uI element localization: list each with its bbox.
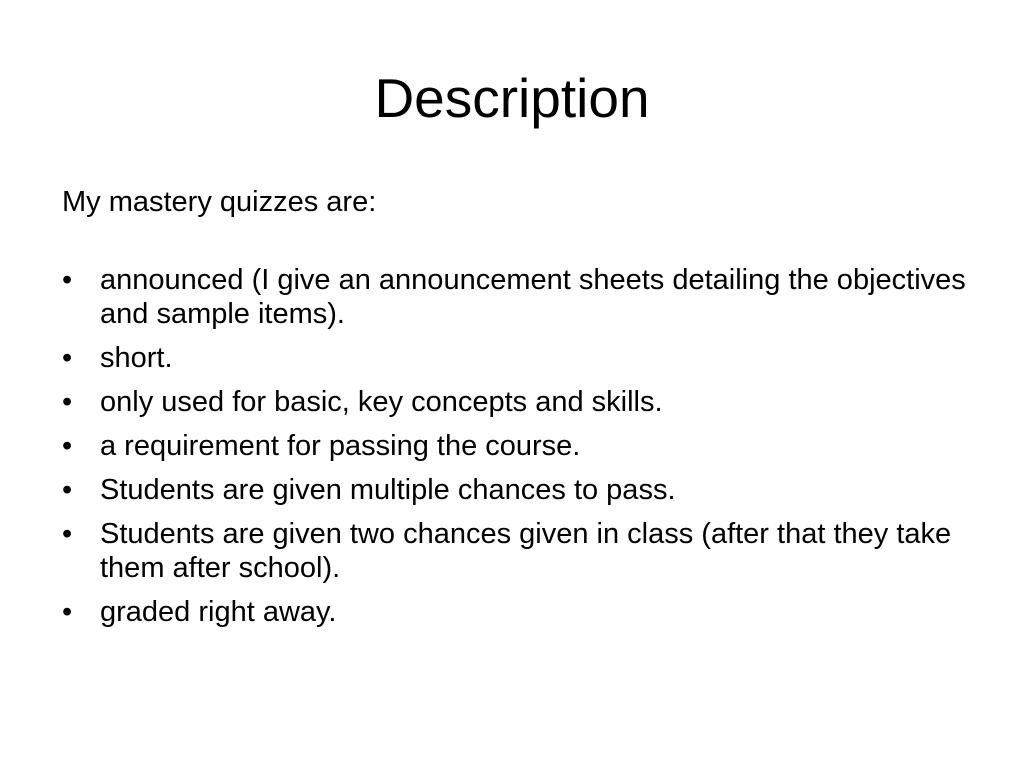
bullet-text: a requirement for passing the course.: [100, 430, 581, 462]
bullet-item-basic-concepts: [62, 385, 972, 419]
bullet-text: announced (I give an announcement sheets detailing the objectives and sample items).: [100, 264, 966, 330]
bullet-icon: •: [62, 596, 73, 628]
bullet-icon: •: [62, 474, 73, 506]
bullet-text: only used for basic, key concepts and skills.: [100, 386, 663, 418]
slide-body: [62, 185, 972, 639]
bullet-item-graded: [62, 595, 972, 629]
bullet-item-requirement: [62, 429, 972, 463]
bullet-text: Students are given multiple chances to pass.: [100, 474, 676, 506]
bullet-text: short.: [100, 342, 173, 374]
bullet-icon: •: [62, 430, 73, 462]
bullet-item-announced: [62, 263, 972, 331]
bullet-icon: •: [62, 342, 73, 374]
bullet-icon: •: [62, 386, 73, 418]
bullet-item-short: [62, 341, 972, 375]
bullet-list: [62, 263, 972, 629]
slide-title: Description: [374, 67, 650, 129]
bullet-text: graded right away.: [100, 596, 337, 628]
bullet-item-two-chances: [62, 517, 972, 585]
bullet-item-multiple-chances: [62, 473, 972, 507]
intro-text: My mastery quizzes are:: [62, 186, 377, 218]
bullet-icon: •: [62, 518, 73, 550]
bullet-text: Students are given two chances given in class (after that they take them after school).: [100, 518, 952, 584]
bullet-icon: •: [62, 264, 73, 296]
